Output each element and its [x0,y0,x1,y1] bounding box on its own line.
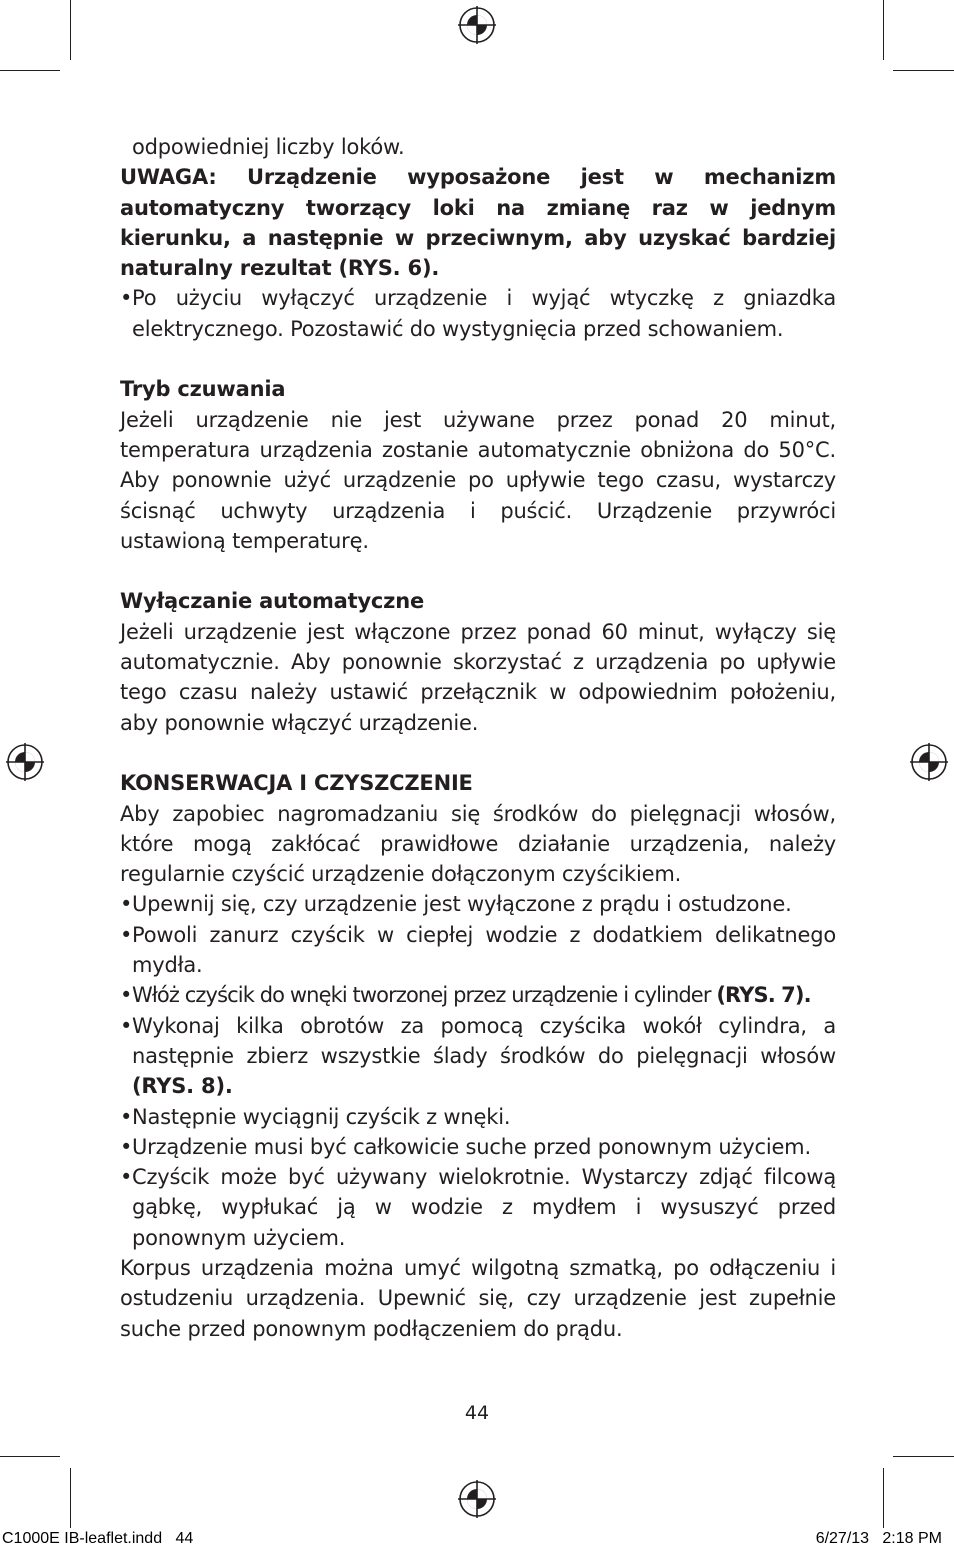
cleaning-bullet-5: • Następnie wyciągnij czyścik z wnęki. [120,1102,836,1132]
cleaning-bullet-1: • Upewnij się, czy urządzenie jest wyłączone z prądu i ostudzone. [120,889,836,919]
figure-ref: (RYS. 7). [716,983,811,1008]
registration-mark-icon [458,1480,496,1518]
standby-heading: Tryb czuwania [120,377,286,402]
cleaning-bullet-3 [120,980,836,1010]
registration-mark-icon [458,6,496,44]
auto-off-text: Jeżeli urządzenie jest włączone przez ponad 60 minut, wyłączy się automatycznie. Aby ponownie skorzystać z urządzenia po upływie tego czasu należy ustawić przełącznik w odpowiednim położeniu, aby ponownie włączyć urządzenie. [120,619,836,735]
spacer [120,344,836,374]
warning-note: UWAGA: Urządzenie wyposażone jest w mechanizm automatyczny tworzący loki na zmianę raz w jednym kierunku, a następnie w przeciwnym, aby uzyskać bardziej naturalny rezultat (RYS. 6). [120,165,836,281]
page-content [120,132,836,1344]
crop-mark-top-left-horizontal [0,70,60,71]
cleaning-heading: KONSERWACJA I CZYSZCZENIE [120,771,473,796]
crop-mark-bottom-left-vertical [70,1468,71,1528]
spacer [120,738,836,768]
cleaning-bullet-6: • Urządzenie musi być całkowicie suche przed ponownym użyciem. [120,1132,836,1162]
crop-mark-bottom-right-horizontal [893,1456,954,1457]
figure-ref: (RYS. 8). [132,1074,233,1099]
cleaning-bullet-2: • Powoli zanurz czyścik w ciepłej wodzie z dodatkiem delikatnego mydła. [120,920,836,981]
cleaning-bullet-4-text: Wykonaj kilka obrotów za pomocą czyścika wokół cylindra, a następnie zbierz wszystkie ślady środków do pielęgnacji włosów [132,1013,836,1068]
crop-mark-top-right-vertical [883,0,884,60]
page-number: 44 [464,1402,490,1424]
slug-file-info: C1000E IB-leaflet.indd 44 [2,1530,194,1547]
slug-timestamp: 6/27/13 2:18 PM [815,1530,942,1547]
spacer [120,556,836,586]
standby-text: Jeżeli urządzenie nie jest używane przez ponad 20 minut, temperatura urządzenia zostanie automatycznie obniżona do 50°C. Aby ponownie użyć urządzenie po upływie tego czasu, wystarczy ścisnąć uchwyty urządzenia i puścić. Urządzenie przywróci ustawioną temperaturę. [120,407,836,553]
cleaning-bullet-7: • Czyścik może być używany wielokrotnie. Wystarczy zdjąć filcową gąbkę, wypłukać ją w wodzie z mydłem i wysuszyć przed ponownym użyciem. [120,1162,836,1253]
cleaning-outro: Korpus urządzenia można umyć wilgotną szmatką, po odłączeniu i ostudzeniu urządzenia. Upewnić się, czy urządzenie jest zupełnie suche przed ponownym podłączeniem do prądu. [120,1255,836,1341]
crop-mark-bottom-left-horizontal [0,1456,60,1457]
auto-off-heading: Wyłączanie automatyczne [120,589,424,614]
crop-mark-bottom-right-vertical [883,1468,884,1528]
cleaning-bullet-4 [120,1011,836,1102]
registration-mark-icon [910,743,948,781]
cleaning-bullet-3-text: Włóż czyścik do wnęki tworzonej przez urządzenie i cylinder [132,983,711,1008]
intro-continuation: odpowiedniej liczby loków. [132,135,405,159]
crop-mark-top-left-vertical [70,0,71,60]
cleaning-intro: Aby zapobiec nagromadzaniu się środków do pielęgnacji włosów, które mogą zakłócać prawidłowe działanie urządzenia, należy regularnie czyścić urządzenie dołączonym czyścikiem. [120,801,836,887]
crop-mark-top-right-horizontal [893,70,954,71]
after-use-bullet: • Po użyciu wyłączyć urządzenie i wyjąć wtyczkę z gniazdka elektrycznego. Pozostawić do wystygnięcia przed schowaniem. [120,283,836,344]
registration-mark-icon [6,743,44,781]
